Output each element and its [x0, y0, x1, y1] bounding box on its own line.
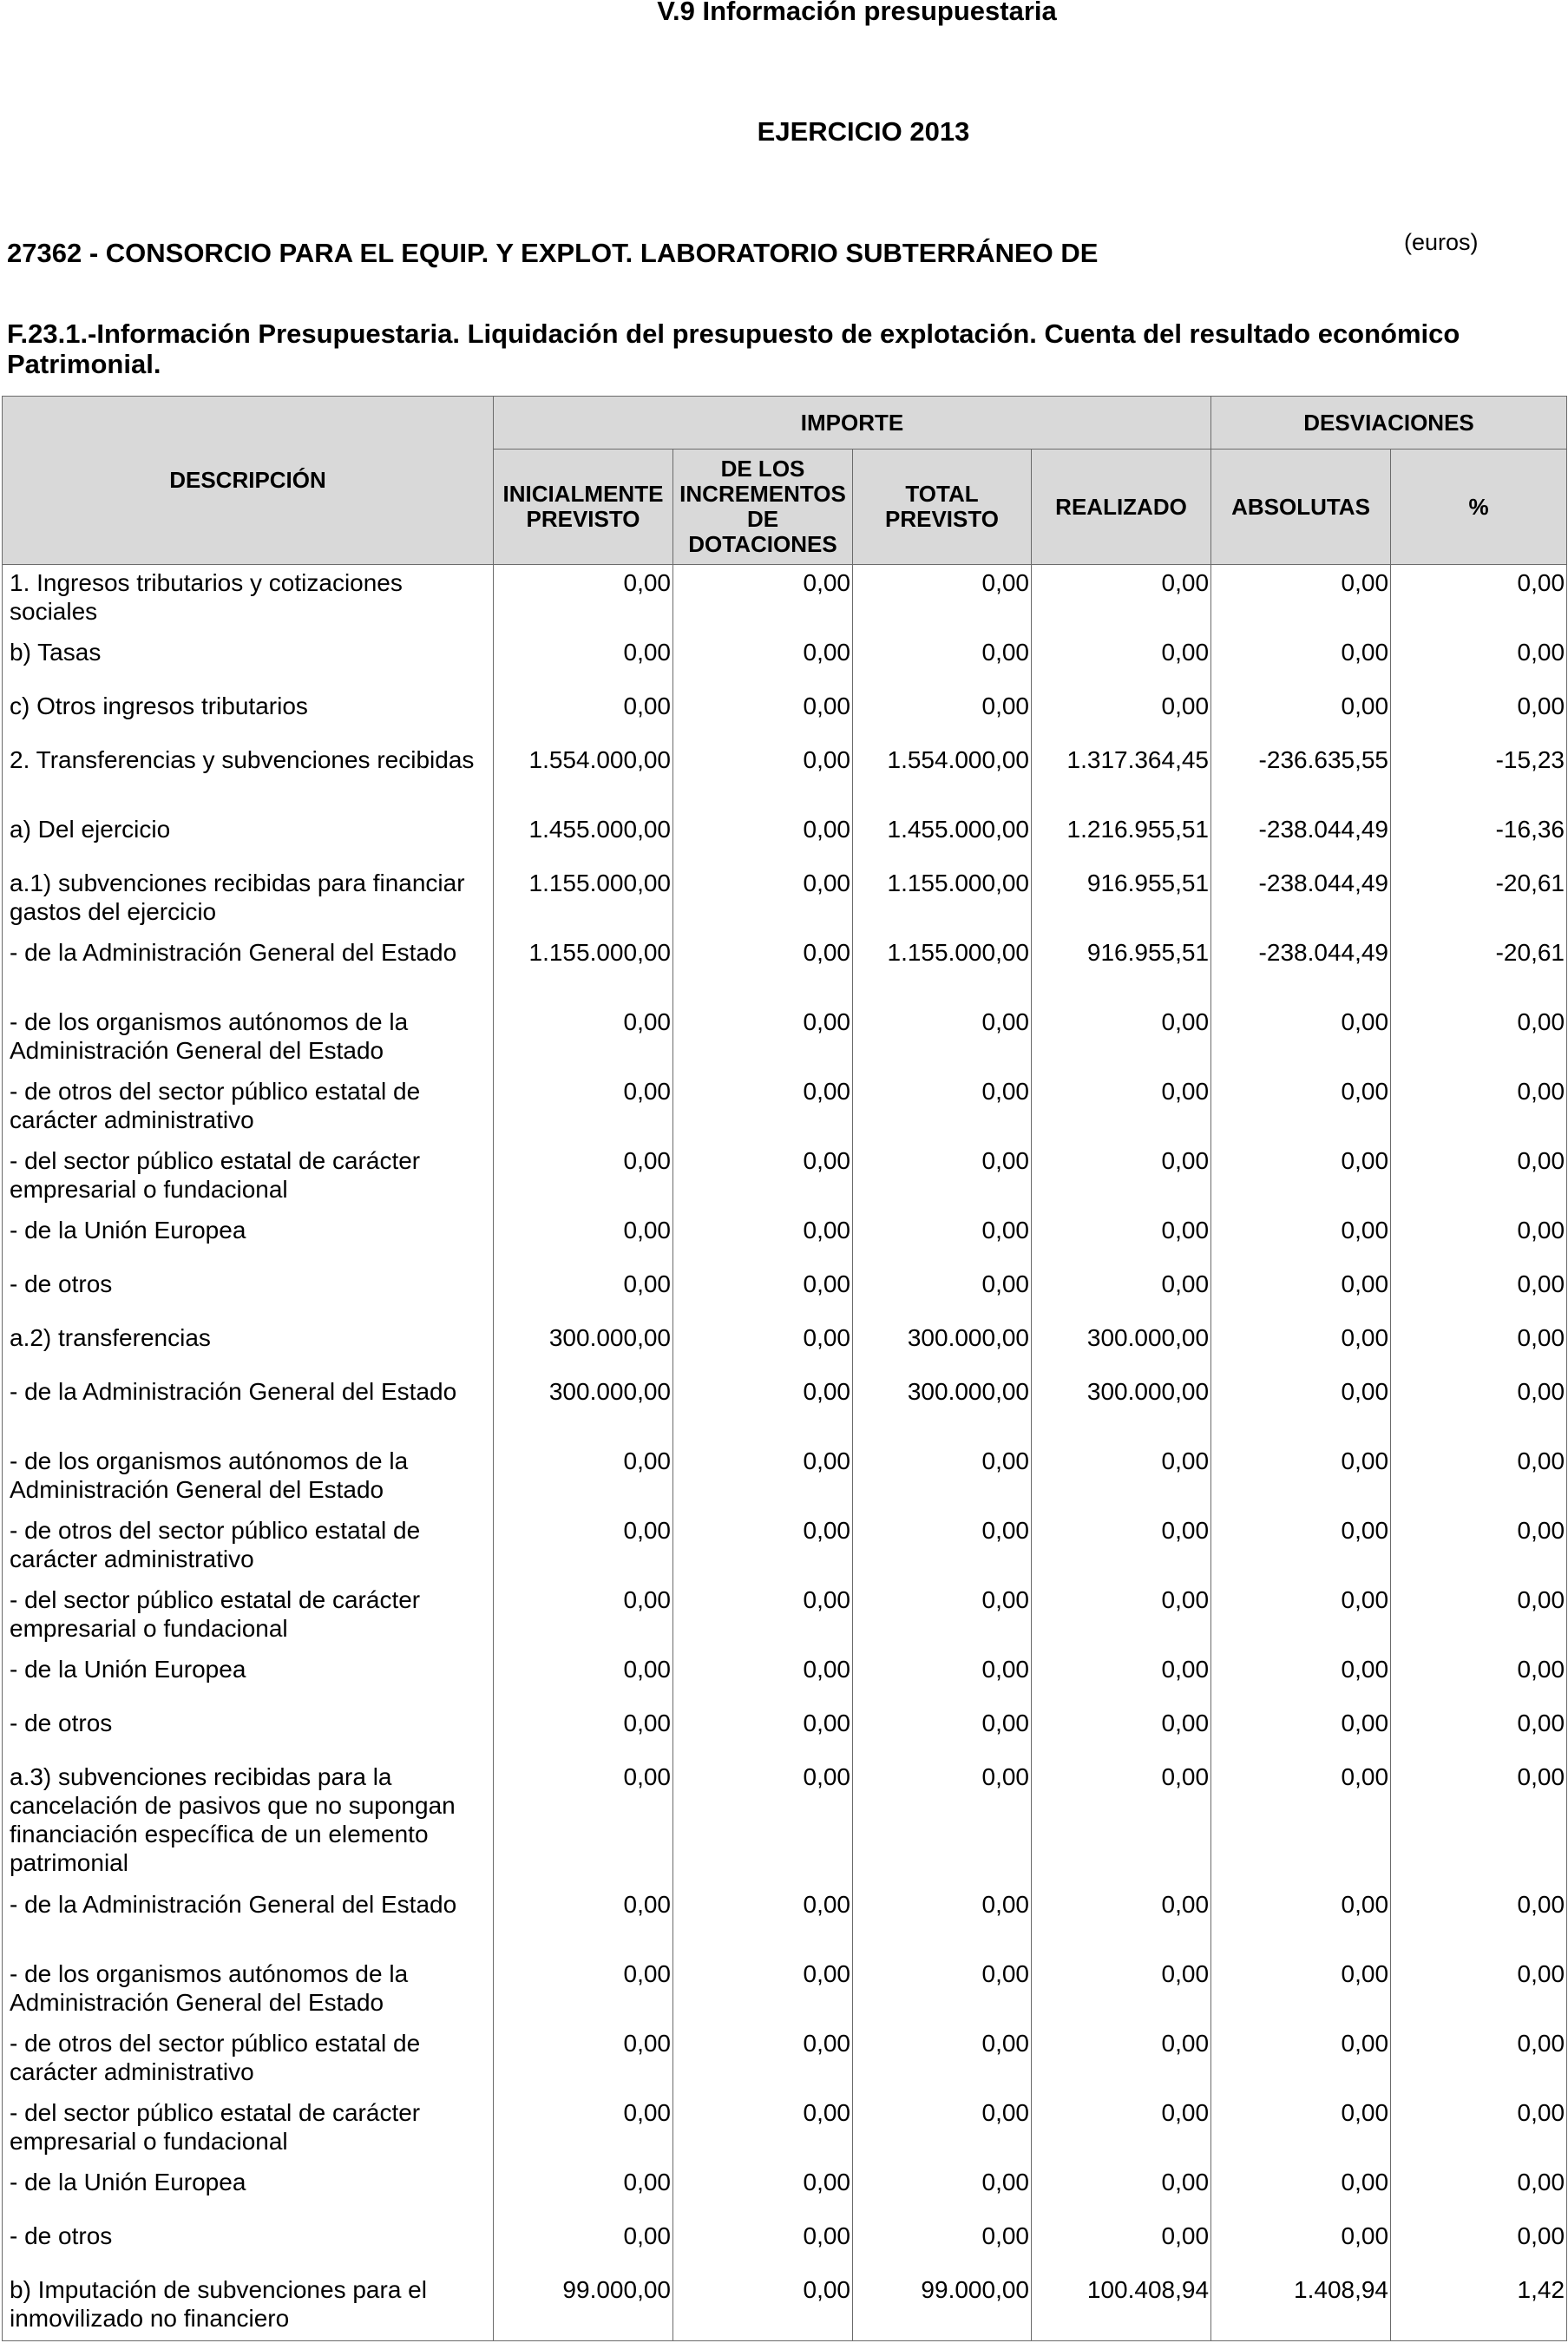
column-header-total-previsto: TOTAL PREVISTO: [853, 450, 1032, 565]
cell-incrementos-dotaciones: 0,00: [673, 1212, 853, 1266]
cell-realizado: 0,00: [1032, 565, 1211, 634]
row-description: - de la Unión Europea: [3, 2164, 494, 2218]
cell-inicialmente-previsto: 0,00: [494, 565, 673, 634]
table-row: [3, 1374, 1567, 1443]
table-row: [3, 1759, 1567, 1887]
cell-inicialmente-previsto: 1.155.000,00: [494, 935, 673, 1004]
table-row: [3, 1582, 1567, 1651]
cell-inicialmente-previsto: 0,00: [494, 1266, 673, 1320]
cell-incrementos-dotaciones: 0,00: [673, 1073, 853, 1143]
cell-realizado: 100.408,94: [1032, 2272, 1211, 2341]
cell-total-previsto: 0,00: [853, 1759, 1032, 1887]
cell-desviacion-percent: -20,61: [1391, 935, 1567, 1004]
cell-desviacion-percent: 0,00: [1391, 2164, 1567, 2218]
cell-desviacion-percent: 0,00: [1391, 688, 1567, 742]
row-description: a) Del ejercicio: [3, 811, 494, 865]
table-row: [3, 2272, 1567, 2341]
row-description: b) Imputación de subvenciones para el inmovilizado no financiero: [3, 2272, 494, 2341]
table-row: [3, 2164, 1567, 2218]
cell-desviacion-absoluta: 1.408,94: [1211, 2272, 1391, 2341]
cell-total-previsto: 0,00: [853, 1266, 1032, 1320]
cell-incrementos-dotaciones: 0,00: [673, 811, 853, 865]
cell-desviacion-percent: 0,00: [1391, 1004, 1567, 1073]
cell-realizado: 0,00: [1032, 1956, 1211, 2025]
cell-desviacion-absoluta: -236.635,55: [1211, 742, 1391, 811]
row-description: - de la Administración General del Estado: [3, 1887, 494, 1956]
cell-desviacion-percent: 0,00: [1391, 2218, 1567, 2272]
cell-inicialmente-previsto: 1.155.000,00: [494, 865, 673, 935]
cell-total-previsto: 1.155.000,00: [853, 865, 1032, 935]
cell-desviacion-absoluta: 0,00: [1211, 1320, 1391, 1374]
cell-incrementos-dotaciones: 0,00: [673, 2272, 853, 2341]
cell-inicialmente-previsto: 300.000,00: [494, 1374, 673, 1443]
cell-total-previsto: 0,00: [853, 1004, 1032, 1073]
cell-desviacion-percent: 0,00: [1391, 1651, 1567, 1705]
row-description: a.1) subvenciones recibidas para financiar gastos del ejercicio: [3, 865, 494, 935]
cell-incrementos-dotaciones: 0,00: [673, 1004, 853, 1073]
cell-desviacion-absoluta: -238.044,49: [1211, 811, 1391, 865]
row-description: - de otros: [3, 2218, 494, 2272]
cell-desviacion-percent: 0,00: [1391, 1320, 1567, 1374]
cell-realizado: 0,00: [1032, 2025, 1211, 2095]
cell-realizado: 0,00: [1032, 1212, 1211, 1266]
table-row: [3, 2218, 1567, 2272]
table-row: [3, 1956, 1567, 2025]
cell-desviacion-percent: 0,00: [1391, 1212, 1567, 1266]
table-body: [3, 565, 1567, 2341]
cell-total-previsto: 0,00: [853, 1073, 1032, 1143]
document-title: V.9 Información presupuestaria: [657, 0, 1057, 26]
table-row: [3, 2095, 1567, 2164]
cell-realizado: 1.216.955,51: [1032, 811, 1211, 865]
cell-desviacion-percent: 0,00: [1391, 1759, 1567, 1887]
cell-inicialmente-previsto: 0,00: [494, 2164, 673, 2218]
table-row: [3, 1705, 1567, 1759]
row-description: - de la Unión Europea: [3, 1651, 494, 1705]
cell-desviacion-percent: 0,00: [1391, 1443, 1567, 1513]
cell-desviacion-percent: -20,61: [1391, 865, 1567, 935]
exercise-label: EJERCICIO 2013: [757, 116, 970, 147]
row-description: - de otros del sector público estatal de carácter administrativo: [3, 1513, 494, 1582]
cell-total-previsto: 0,00: [853, 1705, 1032, 1759]
cell-inicialmente-previsto: 0,00: [494, 1651, 673, 1705]
row-description: - de la Unión Europea: [3, 1212, 494, 1266]
cell-desviacion-percent: 0,00: [1391, 1513, 1567, 1582]
cell-desviacion-absoluta: 0,00: [1211, 1374, 1391, 1443]
cell-inicialmente-previsto: 0,00: [494, 1443, 673, 1513]
cell-total-previsto: 0,00: [853, 2025, 1032, 2095]
table-row: [3, 1320, 1567, 1374]
cell-desviacion-absoluta: 0,00: [1211, 1443, 1391, 1513]
cell-desviacion-absoluta: 0,00: [1211, 1651, 1391, 1705]
row-description: a.2) transferencias: [3, 1320, 494, 1374]
cell-desviacion-percent: 0,00: [1391, 1956, 1567, 2025]
cell-desviacion-absoluta: 0,00: [1211, 2218, 1391, 2272]
cell-desviacion-percent: 0,00: [1391, 565, 1567, 634]
table-row: [3, 1266, 1567, 1320]
cell-desviacion-absoluta: 0,00: [1211, 565, 1391, 634]
cell-realizado: 300.000,00: [1032, 1374, 1211, 1443]
cell-total-previsto: 1.455.000,00: [853, 811, 1032, 865]
cell-desviacion-percent: 0,00: [1391, 1143, 1567, 1212]
cell-incrementos-dotaciones: 0,00: [673, 2025, 853, 2095]
cell-desviacion-absoluta: 0,00: [1211, 1004, 1391, 1073]
cell-desviacion-percent: 0,00: [1391, 2025, 1567, 2095]
cell-desviacion-absoluta: 0,00: [1211, 1705, 1391, 1759]
cell-total-previsto: 300.000,00: [853, 1320, 1032, 1374]
cell-inicialmente-previsto: 0,00: [494, 634, 673, 688]
cell-incrementos-dotaciones: 0,00: [673, 1887, 853, 1956]
column-group-desviaciones: DESVIACIONES: [1211, 397, 1567, 450]
column-header-realizado: REALIZADO: [1032, 450, 1211, 565]
cell-total-previsto: 0,00: [853, 1143, 1032, 1212]
cell-realizado: 0,00: [1032, 634, 1211, 688]
cell-inicialmente-previsto: 0,00: [494, 2218, 673, 2272]
cell-inicialmente-previsto: 0,00: [494, 2025, 673, 2095]
cell-incrementos-dotaciones: 0,00: [673, 742, 853, 811]
cell-desviacion-absoluta: 0,00: [1211, 2095, 1391, 2164]
cell-inicialmente-previsto: 0,00: [494, 1956, 673, 2025]
cell-realizado: 0,00: [1032, 2218, 1211, 2272]
section-title: F.23.1.-Información Presupuestaria. Liquidación del presupuesto de explotación. Cuenta del resultado económico Patrimonial.: [7, 318, 1460, 379]
cell-desviacion-absoluta: 0,00: [1211, 1143, 1391, 1212]
cell-desviacion-absoluta: -238.044,49: [1211, 935, 1391, 1004]
cell-desviacion-absoluta: 0,00: [1211, 2164, 1391, 2218]
cell-desviacion-percent: 1,42: [1391, 2272, 1567, 2341]
cell-desviacion-absoluta: 0,00: [1211, 1266, 1391, 1320]
entity-name: 27362 - CONSORCIO PARA EL EQUIP. Y EXPLOT. LABORATORIO SUBTERRÁNEO DE: [7, 238, 1099, 268]
cell-realizado: 0,00: [1032, 1582, 1211, 1651]
cell-desviacion-percent: 0,00: [1391, 1705, 1567, 1759]
row-description: a.3) subvenciones recibidas para la cancelación de pasivos que no supongan financiación específica de un elemento patrimonial: [3, 1759, 494, 1887]
cell-inicialmente-previsto: 99.000,00: [494, 2272, 673, 2341]
cell-total-previsto: 1.155.000,00: [853, 935, 1032, 1004]
cell-incrementos-dotaciones: 0,00: [673, 1513, 853, 1582]
table-row: [3, 935, 1567, 1004]
cell-incrementos-dotaciones: 0,00: [673, 1651, 853, 1705]
row-description: - de otros: [3, 1705, 494, 1759]
cell-incrementos-dotaciones: 0,00: [673, 1143, 853, 1212]
cell-realizado: 0,00: [1032, 1073, 1211, 1143]
currency-unit-label: (euros): [1404, 229, 1479, 255]
table-row: [3, 2025, 1567, 2095]
cell-desviacion-absoluta: 0,00: [1211, 1582, 1391, 1651]
cell-total-previsto: 99.000,00: [853, 2272, 1032, 2341]
cell-incrementos-dotaciones: 0,00: [673, 2095, 853, 2164]
table-row: [3, 1073, 1567, 1143]
cell-incrementos-dotaciones: 0,00: [673, 1759, 853, 1887]
cell-inicialmente-previsto: 0,00: [494, 1705, 673, 1759]
cell-desviacion-absoluta: 0,00: [1211, 634, 1391, 688]
cell-incrementos-dotaciones: 0,00: [673, 2218, 853, 2272]
row-description: - de los organismos autónomos de la Administración General del Estado: [3, 1004, 494, 1073]
cell-desviacion-absoluta: 0,00: [1211, 688, 1391, 742]
column-header-description: DESCRIPCIÓN: [3, 397, 494, 565]
cell-desviacion-absoluta: -238.044,49: [1211, 865, 1391, 935]
budget-liquidation-table: [2, 396, 1567, 2341]
cell-realizado: 916.955,51: [1032, 935, 1211, 1004]
cell-total-previsto: 0,00: [853, 1582, 1032, 1651]
cell-realizado: 0,00: [1032, 2164, 1211, 2218]
cell-realizado: 0,00: [1032, 1513, 1211, 1582]
row-description: - de otros: [3, 1266, 494, 1320]
cell-incrementos-dotaciones: 0,00: [673, 1320, 853, 1374]
cell-total-previsto: 0,00: [853, 2218, 1032, 2272]
cell-incrementos-dotaciones: 0,00: [673, 1266, 853, 1320]
cell-desviacion-absoluta: 0,00: [1211, 1513, 1391, 1582]
table-row: [3, 865, 1567, 935]
table-row: [3, 811, 1567, 865]
row-description: b) Tasas: [3, 634, 494, 688]
column-header-incrementos-dotaciones: DE LOS INCREMENTOS DE DOTACIONES: [673, 450, 853, 565]
row-description: - del sector público estatal de carácter empresarial o fundacional: [3, 2095, 494, 2164]
cell-inicialmente-previsto: 0,00: [494, 1513, 673, 1582]
column-header-absolutas: ABSOLUTAS: [1211, 450, 1391, 565]
cell-total-previsto: 0,00: [853, 1651, 1032, 1705]
cell-inicialmente-previsto: 1.455.000,00: [494, 811, 673, 865]
cell-desviacion-percent: -15,23: [1391, 742, 1567, 811]
table-row: [3, 1887, 1567, 1956]
cell-desviacion-percent: 0,00: [1391, 634, 1567, 688]
row-description: 1. Ingresos tributarios y cotizaciones sociales: [3, 565, 494, 634]
row-description: c) Otros ingresos tributarios: [3, 688, 494, 742]
cell-total-previsto: 0,00: [853, 2095, 1032, 2164]
cell-incrementos-dotaciones: 0,00: [673, 1956, 853, 2025]
cell-desviacion-percent: 0,00: [1391, 1582, 1567, 1651]
cell-desviacion-percent: 0,00: [1391, 2095, 1567, 2164]
table-row: [3, 1443, 1567, 1513]
cell-total-previsto: 0,00: [853, 688, 1032, 742]
row-description: - de los organismos autónomos de la Administración General del Estado: [3, 1956, 494, 2025]
cell-realizado: 0,00: [1032, 1143, 1211, 1212]
cell-total-previsto: 0,00: [853, 1212, 1032, 1266]
cell-realizado: 300.000,00: [1032, 1320, 1211, 1374]
cell-desviacion-absoluta: 0,00: [1211, 2025, 1391, 2095]
row-description: - del sector público estatal de carácter empresarial o fundacional: [3, 1143, 494, 1212]
cell-desviacion-percent: 0,00: [1391, 1887, 1567, 1956]
cell-inicialmente-previsto: 1.554.000,00: [494, 742, 673, 811]
row-description: - de la Administración General del Estado: [3, 1374, 494, 1443]
cell-desviacion-percent: 0,00: [1391, 1073, 1567, 1143]
cell-inicialmente-previsto: 0,00: [494, 1004, 673, 1073]
cell-incrementos-dotaciones: 0,00: [673, 2164, 853, 2218]
cell-inicialmente-previsto: 0,00: [494, 1143, 673, 1212]
cell-realizado: 0,00: [1032, 1705, 1211, 1759]
row-description: - de otros del sector público estatal de carácter administrativo: [3, 2025, 494, 2095]
cell-desviacion-absoluta: 0,00: [1211, 1759, 1391, 1887]
cell-total-previsto: 0,00: [853, 2164, 1032, 2218]
cell-realizado: 0,00: [1032, 1887, 1211, 1956]
cell-total-previsto: 0,00: [853, 634, 1032, 688]
table-row: [3, 634, 1567, 688]
cell-inicialmente-previsto: 0,00: [494, 1212, 673, 1266]
cell-desviacion-absoluta: 0,00: [1211, 1956, 1391, 2025]
cell-desviacion-percent: -16,36: [1391, 811, 1567, 865]
table-row: [3, 1513, 1567, 1582]
cell-inicialmente-previsto: 0,00: [494, 1759, 673, 1887]
table-row: [3, 1004, 1567, 1073]
cell-total-previsto: 0,00: [853, 1887, 1032, 1956]
row-description: - de otros del sector público estatal de carácter administrativo: [3, 1073, 494, 1143]
table-row: [3, 688, 1567, 742]
cell-inicialmente-previsto: 300.000,00: [494, 1320, 673, 1374]
cell-incrementos-dotaciones: 0,00: [673, 1582, 853, 1651]
cell-realizado: 0,00: [1032, 1266, 1211, 1320]
cell-desviacion-absoluta: 0,00: [1211, 1212, 1391, 1266]
row-description: - de la Administración General del Estado: [3, 935, 494, 1004]
cell-total-previsto: 1.554.000,00: [853, 742, 1032, 811]
table-row: [3, 1143, 1567, 1212]
cell-inicialmente-previsto: 0,00: [494, 1073, 673, 1143]
column-group-importe: IMPORTE: [494, 397, 1211, 450]
cell-realizado: 0,00: [1032, 1443, 1211, 1513]
cell-incrementos-dotaciones: 0,00: [673, 865, 853, 935]
cell-incrementos-dotaciones: 0,00: [673, 1705, 853, 1759]
row-description: - de los organismos autónomos de la Administración General del Estado: [3, 1443, 494, 1513]
cell-realizado: 0,00: [1032, 1004, 1211, 1073]
row-description: 2. Transferencias y subvenciones recibidas: [3, 742, 494, 811]
table-row: [3, 1212, 1567, 1266]
cell-realizado: 0,00: [1032, 688, 1211, 742]
cell-realizado: 916.955,51: [1032, 865, 1211, 935]
table-header-row-groups: [3, 397, 1567, 450]
column-header-percent: %: [1391, 450, 1567, 565]
cell-desviacion-percent: 0,00: [1391, 1374, 1567, 1443]
cell-incrementos-dotaciones: 0,00: [673, 935, 853, 1004]
cell-total-previsto: 0,00: [853, 1443, 1032, 1513]
cell-incrementos-dotaciones: 0,00: [673, 1374, 853, 1443]
cell-realizado: 0,00: [1032, 1651, 1211, 1705]
cell-incrementos-dotaciones: 0,00: [673, 1443, 853, 1513]
cell-incrementos-dotaciones: 0,00: [673, 565, 853, 634]
table-row: [3, 742, 1567, 811]
cell-realizado: 0,00: [1032, 2095, 1211, 2164]
cell-desviacion-absoluta: 0,00: [1211, 1073, 1391, 1143]
cell-realizado: 1.317.364,45: [1032, 742, 1211, 811]
cell-inicialmente-previsto: 0,00: [494, 2095, 673, 2164]
cell-inicialmente-previsto: 0,00: [494, 1887, 673, 1956]
row-description: - del sector público estatal de carácter empresarial o fundacional: [3, 1582, 494, 1651]
cell-realizado: 0,00: [1032, 1759, 1211, 1887]
column-header-inicialmente-previsto: INICIALMENTE PREVISTO: [494, 450, 673, 565]
cell-total-previsto: 0,00: [853, 1956, 1032, 2025]
cell-inicialmente-previsto: 0,00: [494, 688, 673, 742]
cell-desviacion-absoluta: 0,00: [1211, 1887, 1391, 1956]
cell-total-previsto: 300.000,00: [853, 1374, 1032, 1443]
cell-incrementos-dotaciones: 0,00: [673, 634, 853, 688]
cell-incrementos-dotaciones: 0,00: [673, 688, 853, 742]
table-row: [3, 565, 1567, 634]
cell-desviacion-percent: 0,00: [1391, 1266, 1567, 1320]
cell-total-previsto: 0,00: [853, 565, 1032, 634]
cell-inicialmente-previsto: 0,00: [494, 1582, 673, 1651]
cell-total-previsto: 0,00: [853, 1513, 1032, 1582]
table-row: [3, 1651, 1567, 1705]
